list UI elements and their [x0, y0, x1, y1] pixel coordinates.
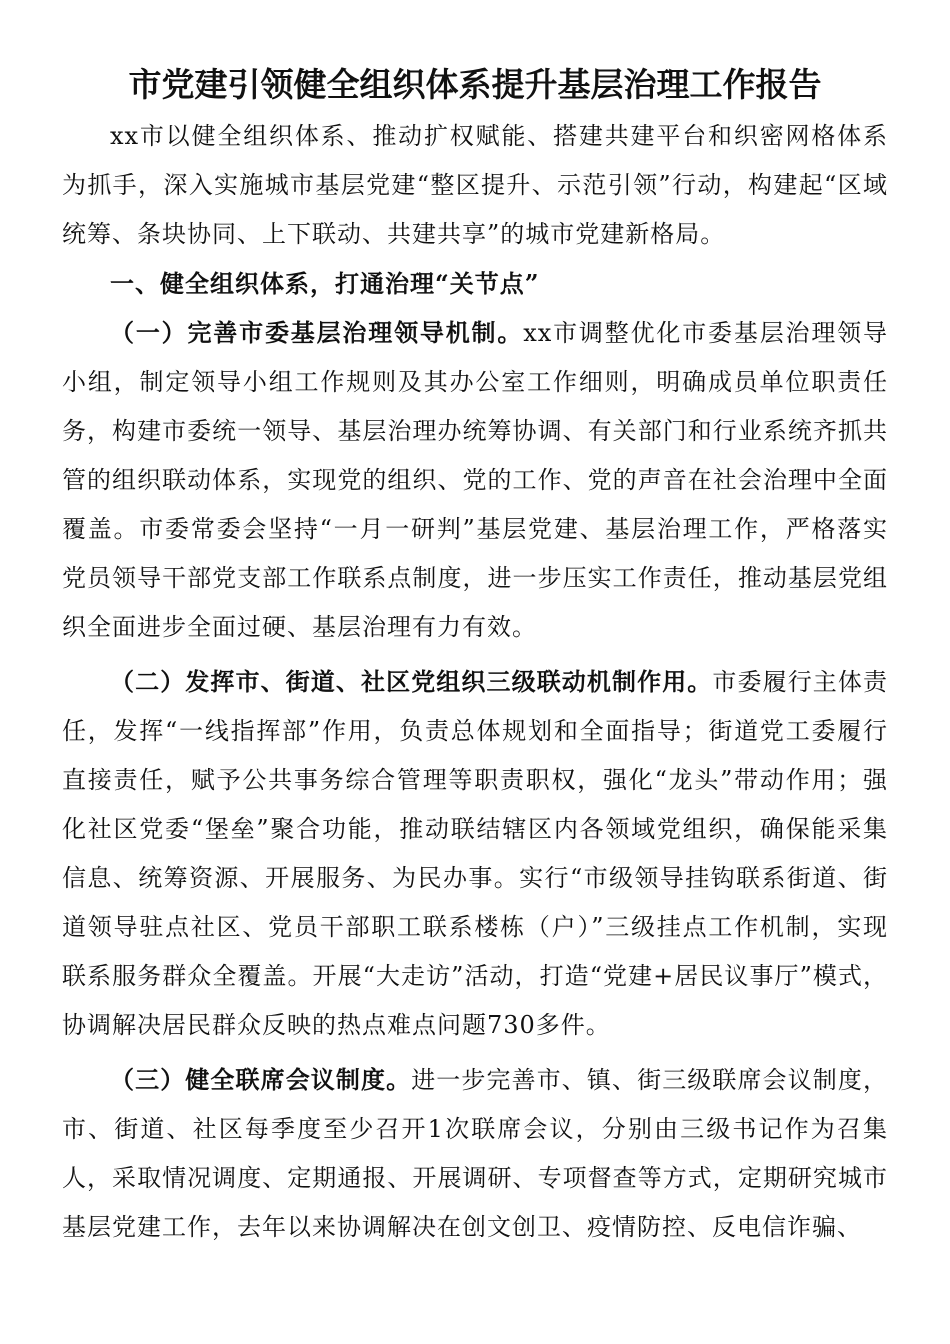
item-body: 进一步完善市、镇、街三级联席会议制度，市、街道、社区每季度至少召开1次联席会议，分别由三级书记作为召集人，采取情况调度、定期通报、开展调研、专项督查等方式，定期研究城市基层党建工作，去年以来协调解决在创文创卫、疫情防控、反电信诈骗、: [62, 1066, 889, 1241]
item-body: xx市调整优化市委基层治理领导小组，制定领导小组工作规则及其办公室工作细则，明确成员单位职责任务，构建市委统一领导、基层治理办统筹协调、有关部门和行业系统齐抓共管的组织联动体系，实现党的组织、党的工作、党的声音在社会治理中全面覆盖。市委常委会坚持“一月一研判”基层党建、基层治理工作，严格落实党员领导干部党支部工作联系点制度，进一步压实工作责任，推动基层党组织全面进步全面过硬、基层治理有力有效。: [62, 319, 888, 641]
item-lead: （一）完善市委基层治理领导机制。: [110, 318, 524, 347]
item-lead: （三）健全联席会议制度。: [110, 1065, 412, 1094]
document-title: 市党建引领健全组织体系提升基层治理工作报告: [128, 65, 822, 104]
list-item: [62, 657, 888, 1050]
item-body: 市委履行主体责任，发挥“一线指挥部”作用，负责总体规划和全面指导；街道党工委履行直接责任，赋予公共事务综合管理等职责职权，强化“龙头”带动作用；强化社区党委“堡垒”聚合功能，推动联结辖区内各领域党组织，确保能采集信息、统筹资源、开展服务、为民办事。实行“市级领导挂钩联系街道、街道领导驻点社区、党员干部职工联系楼栋（户）”三级挂点工作机制，实现联系服务群众全覆盖。开展“大走访”活动，打造“党建+居民议事厅”模式，协调解决居民群众反映的热点难点问题730多件。: [62, 668, 889, 1039]
item-lead: （二）发挥市、街道、社区党组织三级联动机制作用。: [110, 667, 713, 696]
list-item: [62, 1055, 888, 1252]
list-item: [62, 308, 888, 652]
section-heading: 一、健全组织体系，打通治理“关节点”: [110, 269, 540, 298]
intro-paragraph: xx市以健全组织体系、推动扩权赋能、搭建共建平台和织密网格体系为抓手，深入实施城市基层党建“整区提升、示范引领”行动，构建起“区域统筹、条块协同、上下联动、共建共享”的城市党建新格局。: [62, 122, 888, 248]
